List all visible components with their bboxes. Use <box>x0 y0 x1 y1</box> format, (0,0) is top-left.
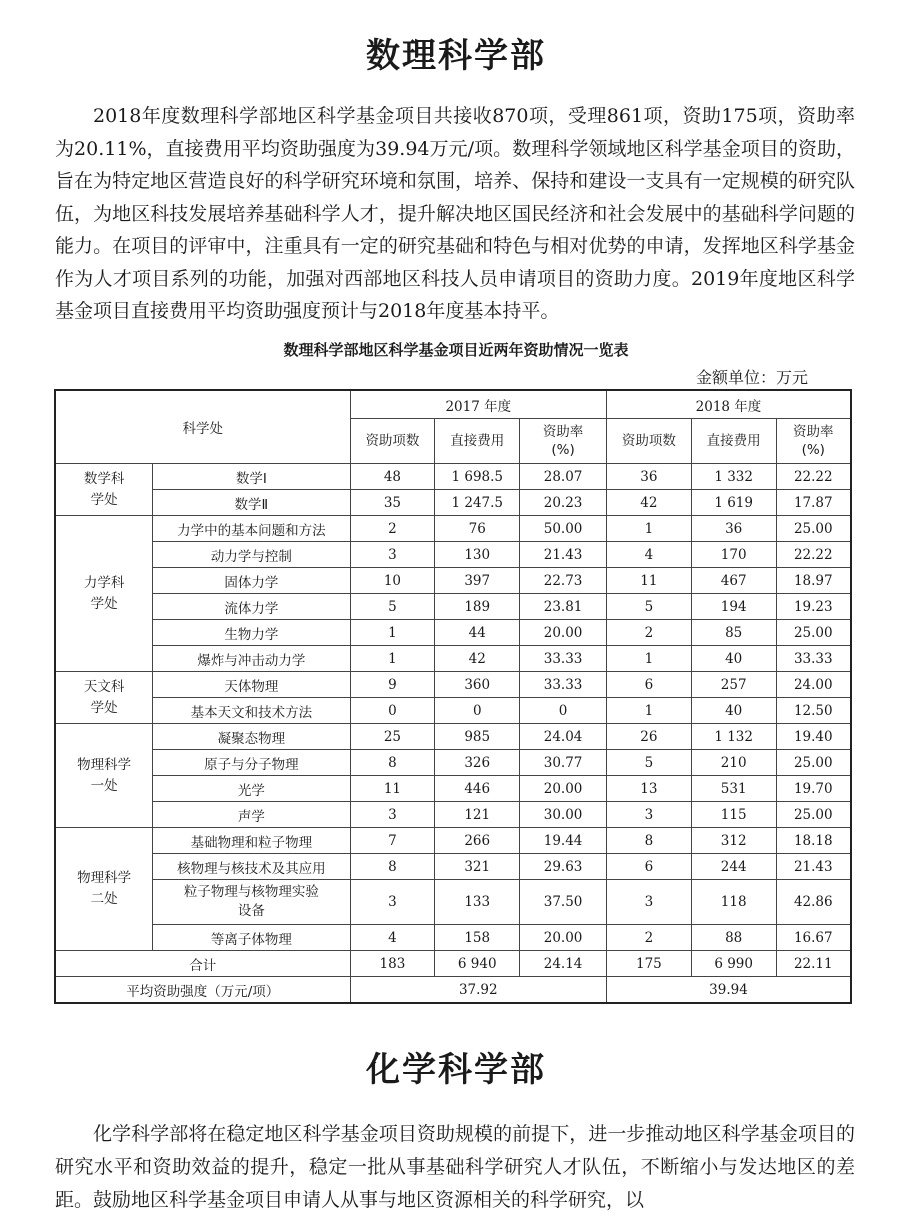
table-row <box>55 880 851 925</box>
value-cell: 24.04 <box>520 724 607 750</box>
value-cell: 25.00 <box>776 750 851 776</box>
value-cell: 11 <box>606 568 691 594</box>
section-title-chemistry: 化学科学部 <box>366 1050 546 1090</box>
field-name: 力学中的基本问题和方法 <box>153 516 350 542</box>
value-cell: 17.87 <box>776 490 851 516</box>
value-cell: 40 <box>691 646 776 672</box>
header-count: 资助项数 <box>606 419 691 464</box>
header-cost: 直接费用 <box>691 419 776 464</box>
header-department: 科学处 <box>55 390 350 464</box>
value-cell: 5 <box>350 594 435 620</box>
value-cell: 312 <box>691 828 776 854</box>
total-value: 6 990 <box>691 951 776 977</box>
value-cell: 12.50 <box>776 698 851 724</box>
total-value: 24.14 <box>520 951 607 977</box>
header-cost: 直接费用 <box>435 419 520 464</box>
table-row <box>55 646 851 672</box>
value-cell: 2 <box>350 516 435 542</box>
field-name: 基本天文和技术方法 <box>153 698 350 724</box>
section-paragraph-chemistry: 化学科学部将在稳定地区科学基金项目资助规模的前提下，进一步推动地区科学基金项目的研究水平和资助效益的提升，稳定一批从事基础科学研究人才队伍，不断缩小与发达地区的差距。鼓励地区科学基金项目申请人从事与地区资源相关的科学研究，以 <box>55 1123 855 1211</box>
value-cell: 1 332 <box>691 464 776 490</box>
value-cell: 24.00 <box>776 672 851 698</box>
value-cell: 8 <box>350 750 435 776</box>
value-cell: 22.73 <box>520 568 607 594</box>
value-cell: 33.33 <box>776 646 851 672</box>
value-cell: 0 <box>435 698 520 724</box>
value-cell: 44 <box>435 620 520 646</box>
value-cell: 40 <box>691 698 776 724</box>
value-cell: 16.67 <box>776 925 851 951</box>
group-name: 力学科 学处 <box>55 516 153 672</box>
field-name: 原子与分子物理 <box>153 750 350 776</box>
table-row <box>55 724 851 750</box>
table-row <box>55 698 851 724</box>
value-cell: 25.00 <box>776 620 851 646</box>
field-name: 生物力学 <box>153 620 350 646</box>
value-cell: 42.86 <box>776 880 851 925</box>
total-value: 175 <box>606 951 691 977</box>
value-cell: 257 <box>691 672 776 698</box>
field-name: 动力学与控制 <box>153 542 350 568</box>
value-cell: 121 <box>435 802 520 828</box>
total-value: 22.11 <box>776 951 851 977</box>
value-cell: 33.33 <box>520 672 607 698</box>
value-cell: 28.07 <box>520 464 607 490</box>
field-name: 天体物理 <box>153 672 350 698</box>
value-cell: 42 <box>606 490 691 516</box>
value-cell: 21.43 <box>520 542 607 568</box>
value-cell: 20.00 <box>520 925 607 951</box>
value-cell: 22.22 <box>776 542 851 568</box>
value-cell: 88 <box>691 925 776 951</box>
value-cell: 1 247.5 <box>435 490 520 516</box>
section-title-math-physics: 数理科学部 <box>366 36 546 76</box>
value-cell: 30.00 <box>520 802 607 828</box>
value-cell: 85 <box>691 620 776 646</box>
value-cell: 36 <box>606 464 691 490</box>
header-year-2018: 2018 年度 <box>606 390 851 419</box>
value-cell: 467 <box>691 568 776 594</box>
header-rate: 资助率 (%) <box>776 419 851 464</box>
value-cell: 397 <box>435 568 520 594</box>
value-cell: 6 <box>606 854 691 880</box>
value-cell: 2 <box>606 925 691 951</box>
group-name: 天文科 学处 <box>55 672 153 724</box>
value-cell: 35 <box>350 490 435 516</box>
group-name: 物理科学 二处 <box>55 828 153 951</box>
value-cell: 19.44 <box>520 828 607 854</box>
value-cell: 8 <box>350 854 435 880</box>
value-cell: 1 <box>350 620 435 646</box>
funding-table <box>54 389 852 1004</box>
field-name: 等离子体物理 <box>153 925 350 951</box>
value-cell: 29.63 <box>520 854 607 880</box>
table-row <box>55 750 851 776</box>
value-cell: 3 <box>606 880 691 925</box>
value-cell: 30.77 <box>520 750 607 776</box>
field-name: 光学 <box>153 776 350 802</box>
value-cell: 50.00 <box>520 516 607 542</box>
table-row <box>55 542 851 568</box>
value-cell: 2 <box>606 620 691 646</box>
table-row <box>55 776 851 802</box>
field-name: 声学 <box>153 802 350 828</box>
value-cell: 19.40 <box>776 724 851 750</box>
field-name: 爆炸与冲击动力学 <box>153 646 350 672</box>
value-cell: 1 <box>350 646 435 672</box>
group-name: 物理科学 一处 <box>55 724 153 828</box>
value-cell: 0 <box>520 698 607 724</box>
value-cell: 985 <box>435 724 520 750</box>
value-cell: 118 <box>691 880 776 925</box>
table-row <box>55 672 851 698</box>
total-label: 合计 <box>55 951 350 977</box>
value-cell: 20.00 <box>520 776 607 802</box>
value-cell: 133 <box>435 880 520 925</box>
value-cell: 18.97 <box>776 568 851 594</box>
header-year-2017: 2017 年度 <box>350 390 606 419</box>
average-2017: 37.92 <box>350 977 606 1004</box>
value-cell: 7 <box>350 828 435 854</box>
value-cell: 19.70 <box>776 776 851 802</box>
value-cell: 0 <box>350 698 435 724</box>
value-cell: 1 <box>606 698 691 724</box>
value-cell: 1 132 <box>691 724 776 750</box>
value-cell: 158 <box>435 925 520 951</box>
field-name: 固体力学 <box>153 568 350 594</box>
value-cell: 20.00 <box>520 620 607 646</box>
value-cell: 5 <box>606 750 691 776</box>
value-cell: 6 <box>606 672 691 698</box>
value-cell: 1 619 <box>691 490 776 516</box>
value-cell: 48 <box>350 464 435 490</box>
value-cell: 8 <box>606 828 691 854</box>
value-cell: 18.18 <box>776 828 851 854</box>
value-cell: 1 <box>606 646 691 672</box>
value-cell: 360 <box>435 672 520 698</box>
value-cell: 531 <box>691 776 776 802</box>
value-cell: 189 <box>435 594 520 620</box>
total-value: 183 <box>350 951 435 977</box>
field-name: 基础物理和粒子物理 <box>153 828 350 854</box>
value-cell: 22.22 <box>776 464 851 490</box>
section-paragraph-math-physics: 2018年度数理科学部地区科学基金项目共接收870项，受理861项，资助175项，资助率为20.11%，直接费用平均资助强度为39.94万元/项。数理科学领域地区科学基金项目的资助，旨在为特定地区营造良好的科学研究环境和氛围，培养、保持和建设一支具有一定规模的研究队伍，为地区科技发展培养基础科学人才，提升解决地区国民经济和社会发展中的基础科学问题的能力。在项目的评审中，注重具有一定的研究基础和特色与相对优势的申请，发挥地区科学基金作为人才项目系列的功能，加强对西部地区科技人员申请项目的资助力度。2019年度地区科学基金项目直接费用平均资助强度预计与2018年度基本持平。 <box>55 105 855 322</box>
value-cell: 1 <box>606 516 691 542</box>
table-row <box>55 568 851 594</box>
value-cell: 266 <box>435 828 520 854</box>
value-cell: 9 <box>350 672 435 698</box>
table-caption: 数理科学部地区科学基金项目近两年资助情况一览表 <box>283 341 629 359</box>
unit-note: 金额单位：万元 <box>695 368 808 387</box>
average-2018: 39.94 <box>606 977 851 1004</box>
value-cell: 33.33 <box>520 646 607 672</box>
value-cell: 36 <box>691 516 776 542</box>
value-cell: 19.23 <box>776 594 851 620</box>
header-rate: 资助率 (%) <box>520 419 607 464</box>
table-row <box>55 464 851 490</box>
value-cell: 20.23 <box>520 490 607 516</box>
value-cell: 21.43 <box>776 854 851 880</box>
value-cell: 3 <box>350 802 435 828</box>
header-count: 资助项数 <box>350 419 435 464</box>
value-cell: 25.00 <box>776 802 851 828</box>
field-name: 核物理与核技术及其应用 <box>153 854 350 880</box>
value-cell: 25 <box>350 724 435 750</box>
value-cell: 244 <box>691 854 776 880</box>
field-name: 凝聚态物理 <box>153 724 350 750</box>
value-cell: 76 <box>435 516 520 542</box>
value-cell: 321 <box>435 854 520 880</box>
value-cell: 4 <box>606 542 691 568</box>
value-cell: 3 <box>606 802 691 828</box>
value-cell: 10 <box>350 568 435 594</box>
value-cell: 326 <box>435 750 520 776</box>
average-label: 平均资助强度（万元/项） <box>55 977 350 1004</box>
table-row <box>55 490 851 516</box>
table-row <box>55 594 851 620</box>
value-cell: 26 <box>606 724 691 750</box>
value-cell: 194 <box>691 594 776 620</box>
field-name: 数学Ⅱ <box>153 490 350 516</box>
value-cell: 170 <box>691 542 776 568</box>
value-cell: 23.81 <box>520 594 607 620</box>
table-row <box>55 925 851 951</box>
field-name: 流体力学 <box>153 594 350 620</box>
value-cell: 446 <box>435 776 520 802</box>
value-cell: 11 <box>350 776 435 802</box>
value-cell: 3 <box>350 542 435 568</box>
field-name: 粒子物理与核物理实验 设备 <box>153 880 350 925</box>
field-name: 数学Ⅰ <box>153 464 350 490</box>
value-cell: 42 <box>435 646 520 672</box>
average-row <box>55 977 851 1004</box>
table-row <box>55 516 851 542</box>
value-cell: 1 698.5 <box>435 464 520 490</box>
total-row <box>55 951 851 977</box>
value-cell: 210 <box>691 750 776 776</box>
value-cell: 37.50 <box>520 880 607 925</box>
value-cell: 115 <box>691 802 776 828</box>
table-row <box>55 620 851 646</box>
table-row <box>55 802 851 828</box>
value-cell: 25.00 <box>776 516 851 542</box>
total-value: 6 940 <box>435 951 520 977</box>
value-cell: 5 <box>606 594 691 620</box>
group-name: 数学科 学处 <box>55 464 153 516</box>
value-cell: 4 <box>350 925 435 951</box>
value-cell: 3 <box>350 880 435 925</box>
table-row <box>55 854 851 880</box>
table-row <box>55 828 851 854</box>
value-cell: 130 <box>435 542 520 568</box>
value-cell: 13 <box>606 776 691 802</box>
